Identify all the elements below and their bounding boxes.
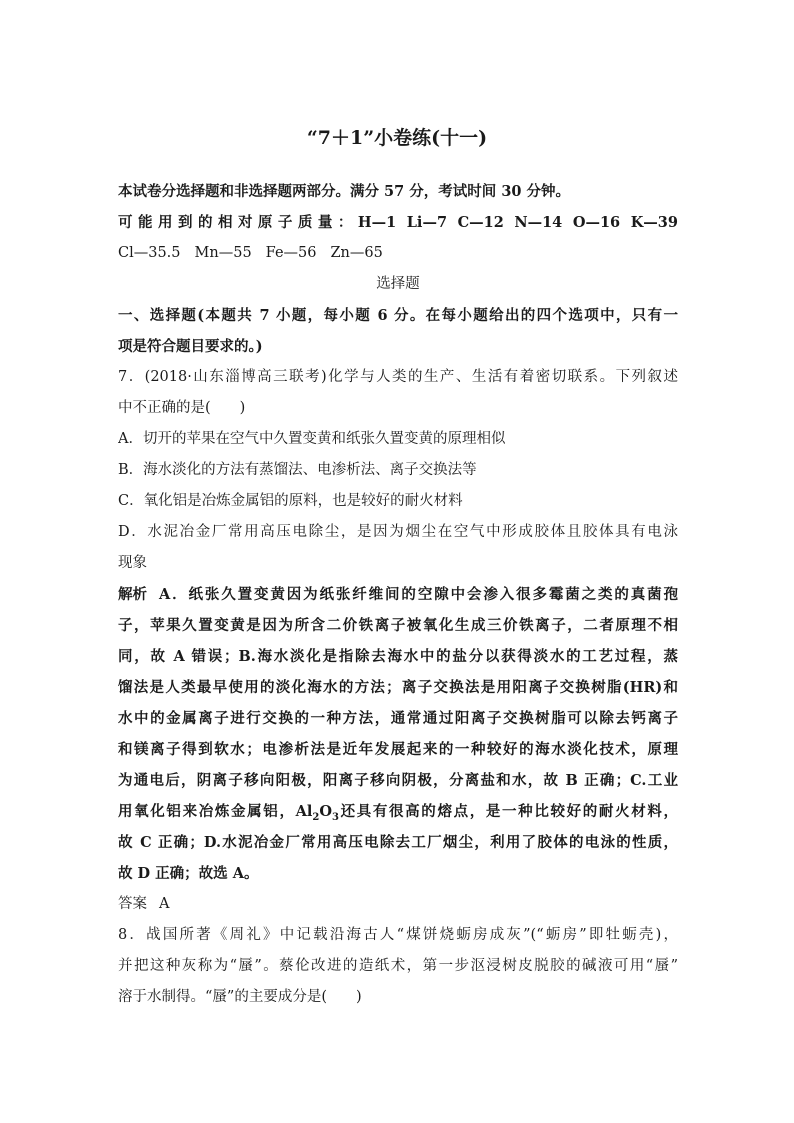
answer-line [118,889,678,920]
atomic-mass-item: Zn—65 [330,245,383,261]
analysis-text: 还具有很高的熔点，是一种比较好的耐火材料， [338,803,678,820]
question-7-option-b: B．海水淡化的方法有蒸馏法、电渗析法、离子交换法等 [118,462,477,478]
analysis-line: 水中的金属离子进行交换的一种方法，通常通过阳离子交换树脂可以除去钙离子 [118,710,678,727]
exam-intro: 本试卷分选择题和非选择题两部分。满分 57 分，考试时间 30 分钟。 [118,183,571,200]
section-instructions-line: 项是符合题目要求的。) [118,338,263,355]
analysis-text: A．纸张久置变黄因为纸张纤维间的空隙中会渗入很多霉菌之类的真菌孢 [159,586,678,603]
analysis-line: 子，苹果久置变黄是因为所含二价铁离子被氧化生成三价铁离子，二者原理不相 [118,617,678,634]
analysis-line: 和镁离子得到软水；电渗析法是近年发展起来的一种较好的海水淡化技术，原理 [118,741,678,758]
analysis-line [118,579,678,610]
analysis-line: 故 C 正确；D.水泥冶金厂常用高压电除去工厂烟尘，利用了胶体的电泳的性质， [118,834,678,851]
atomic-mass-item: Li—7 [406,214,448,231]
question-7-option-d: D．水泥冶金厂常用高压电除尘，是因为烟尘在空气中形成胶体且胶体具有电泳 [118,524,678,540]
analysis-line: 同，故 A 错误；B.海水淡化是指除去海水中的盐分以获得淡水的工艺过程，蒸 [118,648,678,665]
atomic-mass-item: Fe—56 [265,245,317,261]
analysis-text: 用氧化铝来冶炼金属铝，Al [118,803,313,820]
question-7-stem: 7．(2018·山东淄博高三联考)化学与人类的生产、生活有着密切联系。下列叙述 [118,369,678,385]
section-instructions-line: 一、选择题(本题共 7 小题，每小题 6 分。在每小题给出的四个选项中，只有一 [118,307,678,324]
question-8-stem: 溶于水制得。“蜃”的主要成分是( ) [118,989,362,1005]
atomic-mass-item: C—12 [457,214,504,231]
section-title: 选择题 [376,276,420,292]
atomic-mass-label: 可能用到的相对原子质量： [118,214,358,231]
answer-value: A [159,896,170,912]
atomic-mass-row-1 [118,207,678,238]
answer-label: 答案 [118,896,147,912]
analysis-line: 为通电后，阴离子移向阳极，阳离子移向阴极，分离盐和水，故 B 正确；C.工业 [118,772,678,789]
question-7-stem: 中不正确的是( ) [118,400,246,416]
atomic-mass-item: O—16 [572,214,621,231]
question-8-stem: 并把这种灰称为“蜃”。蔡伦改进的造纸术，第一步沤浸树皮脱胶的碱液可用“蜃” [118,958,678,974]
document-body [118,176,678,1013]
atomic-mass-row-2 [118,238,678,269]
analysis-line: 故 D 正确；故选 A。 [118,865,259,882]
subscript: 2 [312,811,320,823]
atomic-mass-item: Cl—35.5 [118,245,181,261]
question-7-option-c: C．氧化铝是冶炼金属铝的原料，也是较好的耐火材料 [118,493,463,509]
question-7-option-d-continued: 现象 [118,555,147,571]
page-title: “7＋1”小卷练(十一) [306,127,488,149]
question-7-option-a: A．切开的苹果在空气中久置变黄和纸张久置变黄的原理相似 [118,431,506,447]
analysis-line: 馏法是人类最早使用的淡化海水的方法；离子交换法是用阳离子交换树脂(HR)和 [118,679,678,696]
atomic-mass-item: N—14 [514,214,563,231]
subscript: 3 [331,811,339,823]
atomic-mass-item: Mn—55 [194,245,252,261]
analysis-label: 解析 [118,586,147,603]
analysis-text: O [319,803,332,820]
question-8-stem: 8．战国所著《周礼》中记载沿海古人“煤饼烧蛎房成灰”(“蛎房”即牡蛎壳)， [118,927,678,943]
atomic-mass-item: K—39 [630,214,678,231]
atomic-mass-item: H—1 [357,214,397,231]
analysis-line [118,796,678,827]
